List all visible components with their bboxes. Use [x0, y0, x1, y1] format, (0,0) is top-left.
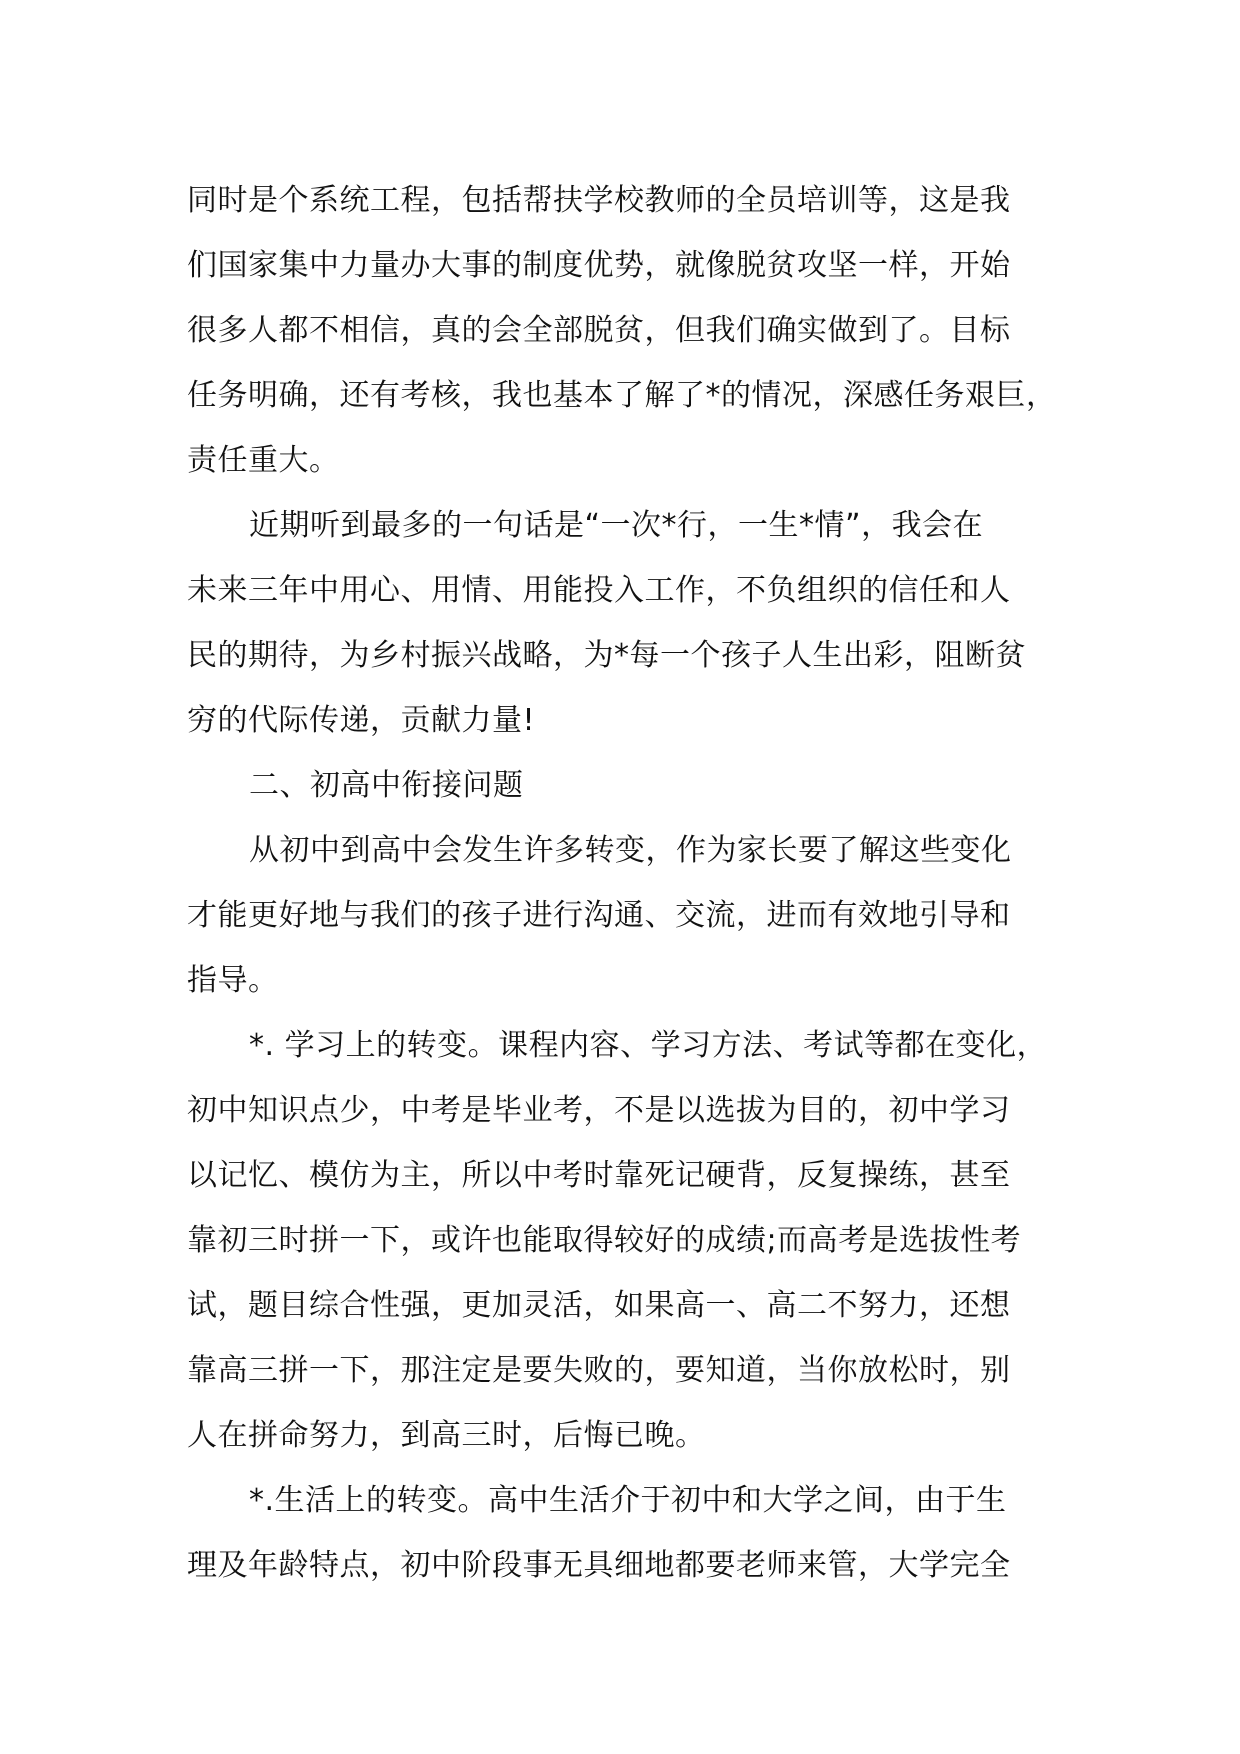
text-line: 很多人都不相信，真的会全部脱贫，但我们确实做到了。目标 [187, 313, 1011, 348]
paragraph-first-line: *.生活上的转变。高中生活介于初中和大学之间，由于生 [249, 1483, 1007, 1518]
text-line: 穷的代际传递，贡献力量! [187, 703, 536, 738]
section-heading: 二、初高中衔接问题 [249, 768, 524, 803]
paragraph-first-line: *. 学习上的转变。课程内容、学习方法、考试等都在变化， [249, 1028, 1048, 1063]
text-line: 以记忆、模仿为主，所以中考时靠死记硬背，反复操练，甚至 [187, 1158, 1011, 1193]
text-line: 人在拼命努力，到高三时，后悔已晚。 [187, 1418, 706, 1453]
text-line: 民的期待，为乡村振兴战略，为*每一个孩子人生出彩，阻断贫 [187, 638, 1026, 673]
text-line: 靠高三拼一下，那注定是要失败的，要知道，当你放松时，别 [187, 1353, 1011, 1388]
paragraph-first-line: 近期听到最多的一句话是“一次*行，一生*情”，我会在 [249, 508, 984, 543]
text-line: 靠初三时拼一下，或许也能取得较好的成绩;而高考是选拔性考 [187, 1223, 1022, 1258]
paragraph-first-line: 从初中到高中会发生许多转变，作为家长要了解这些变化 [249, 833, 1012, 868]
text-line: 同时是个系统工程，包括帮扶学校教师的全员培训等，这是我 [187, 183, 1011, 218]
text-line: 未来三年中用心、用情、用能投入工作，不负组织的信任和人 [187, 573, 1011, 608]
text-line: 才能更好地与我们的孩子进行沟通、交流，进而有效地引导和 [187, 898, 1011, 933]
text-line: 试，题目综合性强，更加灵活，如果高一、高二不努力，还想 [187, 1288, 1011, 1323]
text-line: 理及年龄特点，初中阶段事无具细地都要老师来管，大学完全 [187, 1548, 1011, 1583]
text-line: 们国家集中力量办大事的制度优势，就像脱贫攻坚一样，开始 [187, 248, 1011, 283]
text-line: 责任重大。 [187, 443, 340, 478]
document-body [187, 168, 1087, 1598]
text-line: 初中知识点少，中考是毕业考，不是以选拔为目的，初中学习 [187, 1093, 1011, 1128]
text-line: 指导。 [187, 963, 279, 998]
text-line: 任务明确，还有考核，我也基本了解了*的情况，深感任务艰巨， [187, 378, 1057, 413]
